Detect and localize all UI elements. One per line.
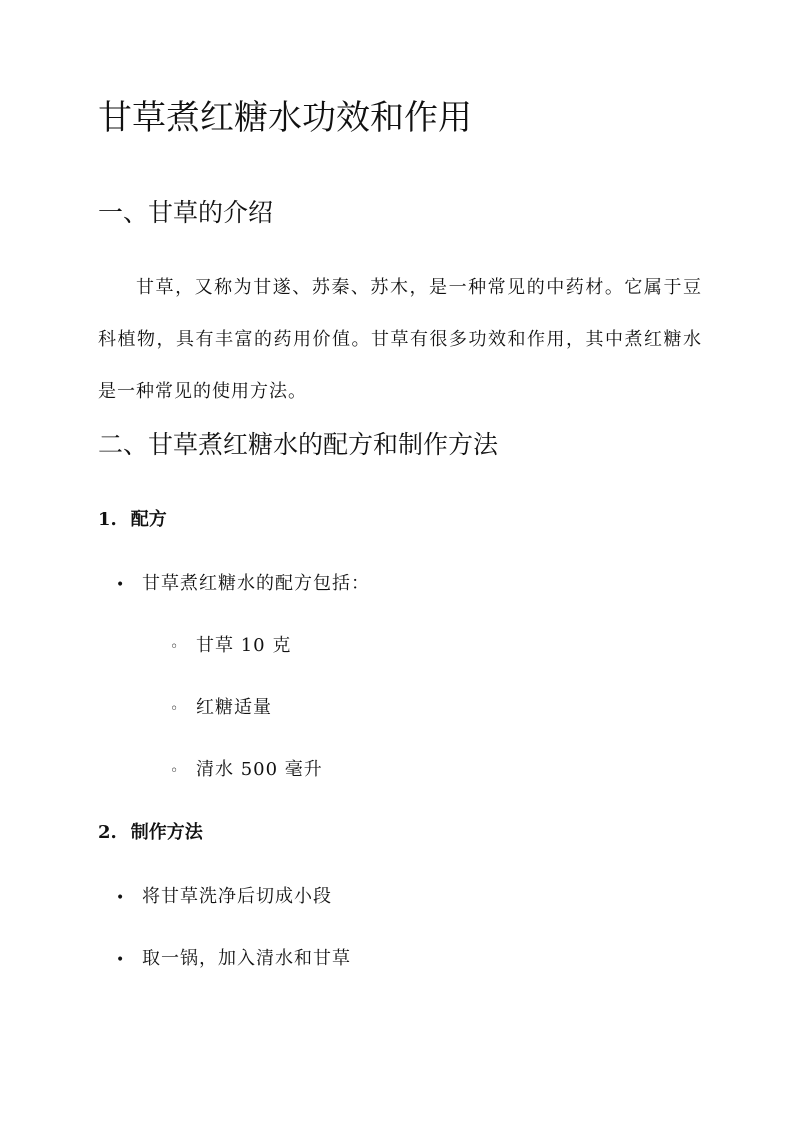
subsection-heading-recipe (98, 508, 167, 532)
bullet-marker: • (116, 952, 126, 968)
subsection-number: 1. (98, 509, 117, 530)
section-heading-recipe: 二、甘草煮红糖水的配方和制作方法 (98, 430, 499, 459)
sub-bullet-marker: ◦ (170, 763, 180, 779)
subsection-heading-method (98, 821, 203, 845)
subsection-number: 2. (98, 822, 117, 843)
sub-list-item-text: 红糖适量 (196, 697, 272, 718)
list-item-text: 将甘草洗净后切成小段 (142, 886, 332, 907)
subsection-title: 配方 (130, 509, 167, 530)
bullet-marker: • (116, 577, 126, 593)
list-item (116, 947, 351, 972)
sub-list-item (170, 758, 323, 783)
intro-paragraph: 甘草，又称为甘遂、苏秦、苏木，是一种常见的中药材。它属于豆科植物，具有丰富的药用价值。甘草有很多功效和作用，其中煮红糖水是一种常见的使用方法。 (98, 277, 702, 402)
section-heading-intro: 一、甘草的介绍 (98, 198, 274, 227)
list-item-text: 取一锅，加入清水和甘草 (142, 948, 351, 969)
list-item (116, 572, 370, 597)
sub-list-item (170, 634, 291, 659)
document-title: 甘草煮红糖水功效和作用 (98, 98, 472, 138)
subsection-title: 制作方法 (130, 822, 203, 843)
list-item-text: 甘草煮红糖水的配方包括： (142, 573, 370, 594)
list-item (116, 885, 332, 910)
sub-list-item-text: 清水 500 毫升 (196, 759, 323, 780)
sub-list-item (170, 696, 272, 721)
sub-bullet-marker: ◦ (170, 639, 180, 655)
sub-bullet-marker: ◦ (170, 701, 180, 717)
bullet-marker: • (116, 890, 126, 906)
sub-list-item-text: 甘草 10 克 (196, 635, 292, 656)
